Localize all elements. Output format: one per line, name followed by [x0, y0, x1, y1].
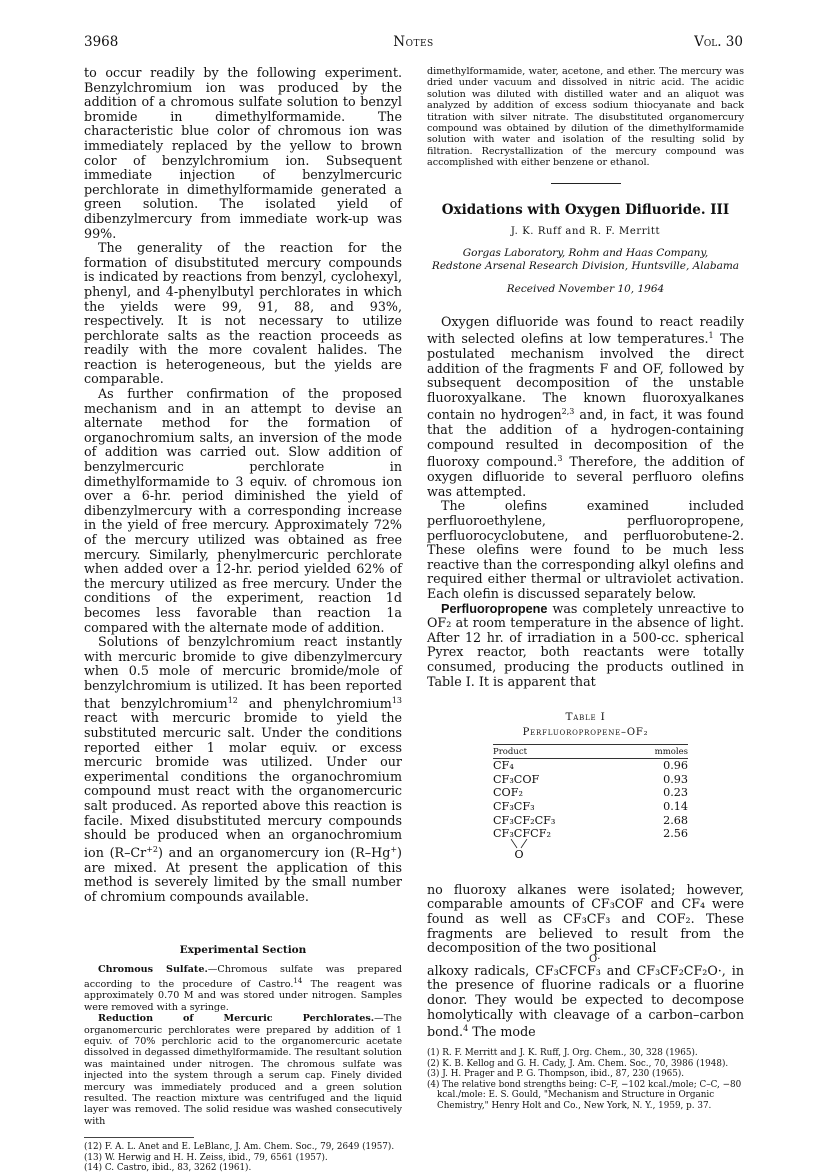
- table-row: CF₃CFCF₂ 2.56: [493, 827, 688, 841]
- left-column: [84, 66, 402, 1174]
- experimental-paragraph: Chromous Sulfate.—Chromous sulfate was prepared according to the procedure of Castro.$^{14}$ The reagent was approximately 0.70 M and was stored under nitrogen. Samples were removed with a syringe.: [84, 964, 402, 1013]
- table-row: CF₄ 0.96: [493, 759, 688, 773]
- running-header: [84, 34, 743, 52]
- section-heading: Experimental Section: [179, 944, 307, 957]
- footnote: (2) K. B. Kellog and G. H. Cady, J. Am. Chem. Soc., 70, 3986 (1948).: [427, 1058, 729, 1069]
- footnotes: [427, 1048, 744, 1112]
- footnote: (12) F. A. L. Anet and E. LeBlanc, J. Am. Chem. Soc., 79, 2649 (1957).: [84, 1142, 395, 1153]
- paragraph: Oxygen difluoride was found to react readily with selected olefins at low temperatures.$^1$ The postulated mechanism involved the direct addition of the fragments F and OF, followed by subsequent decomposition of the unstable fluoroxyalkane. The known fluoroxyalkanes contain no hydrogen$^{2,3}$ and, in fact, it was found that the addition of a hydrogen-containing compound resulted in decomposition of the fluoroxy compound.$^3$ Therefore, the addition of oxygen difluoride to several perfluoro olefins was attempted.: [427, 313, 744, 499]
- footnote: (1) R. F. Merritt and J. K. Ruff, J. Org. Chem., 30, 328 (1965).: [427, 1047, 698, 1058]
- paragraph: Perfluoropropene was completely unreactive to OF₂ at room temperature in the absence of light. After 12 hr. of irradiation in a 500-cc. spherical Pyrex reactor, both reactants were totally consumed, producing the products outlined in Table I. It is apparent that: [427, 600, 744, 689]
- products-table: [493, 744, 688, 863]
- epoxide-bond-lines: [493, 839, 553, 861]
- table-row: [493, 841, 688, 863]
- paragraph: As further confirmation of the proposed mechanism and in an attempt to devise an alternate method for the formation of organochromium salts, an inversion of the mode of addition was carried out. Slow addition of benzylmercuric perchlorate in dimethylformamide to 3 equiv. of chromous ion over a 6-hr. period diminished the yield of dibenzylmercury with a corresponding increase in the yield of free mercury. Approximately 72% of the mercury utilized was obtained as free mercury. Similarly, phenylmercuric perchlorate when added over a 12-hr. period yielded 62% of the mercury utilized as free mercury. Under the conditions of the experiment, reaction 1d becomes less favorable than reaction 1a compared with the alternate mode of addition.: [84, 386, 402, 635]
- table-row: COF₂ 0.23: [493, 786, 688, 800]
- article-title: Oxidations with Oxygen Difluoride. III: [441, 201, 730, 218]
- volume-label: Vol. 30: [694, 34, 743, 50]
- footnote: (14) C. Castro, ibid., 83, 3262 (1961).: [84, 1163, 252, 1174]
- paragraph: alkoxy radicals, CF₃CFCF₃ and CF₃CF₂CF₂O·, in the presence of fluorine radicals or a fluorine donor. They would be expected to decompose homolytically with cleavage of a carbon–carbon bond.$^4$ The mode: [427, 962, 744, 1040]
- paragraph: to occur readily by the following experiment. Benzylchromium ion was produced by the addition of a chromous sulfate solution to benzyl bromide in dimethylformamide. The characteristic blue color of chromous ion was immediately replaced by the yellow to brown color of benzylchromium ion. Subsequent immediate injection of benzylmercuric perchlorate in dimethylformamide generated a green solution. The isolated yield of dibenzylmercury from immediate work-up was 99%.: [84, 65, 402, 241]
- footnote: (3) J. H. Prager and P. G. Thompson, ibid., 87, 230 (1965).: [427, 1069, 685, 1080]
- paragraph: The olefins examined included perfluoroethylene, perfluoropropene, perfluorocyclobutene, and perfluorobutene-2. These olefins were found to be much less reactive than the corresponding alkyl olefins and required either thermal or ultraviolet activation. Each olefin is discussed separately below.: [427, 498, 744, 602]
- right-column: [427, 66, 744, 1112]
- affiliation: Gorgas Laboratory, Rohm and Haas Company, Redstone Arsenal Research Division, Huntsville, Alabama: [431, 246, 740, 272]
- column-header-product: Product: [493, 745, 598, 759]
- experimental-continuation: dimethylformamide, water, acetone, and ether. The mercury was dried under vacuum and dissolved in nitric acid. The acidic solution was diluted with distilled water and an aliquot was analyzed by addition of excess sodium thiocyanate and back titration with silver nitrate. The disubstituted organomercury compound was obtained by dilution of the dimethylformamide solution with water and isolation of the resulting solid by filtration. Recrystallization of the mercury compound was accomplished with either benzene or ethanol.: [427, 66, 744, 169]
- table-row: CF₃CF₃ 0.14: [493, 799, 688, 813]
- table-row: CF₃CF₂CF₃ 2.68: [493, 813, 688, 827]
- table-subtitle: Perfluoropropene–OF₂: [522, 727, 649, 739]
- paragraph: Solutions of benzylchromium react instantly with mercuric bromide to give dibenzylmercury when 0.5 mole of mercuric bromide/mole of benzylchromium is utilized. It has been reported that benzylchromium$^{12}$ and phenylchromium$^{13}$ react with mercuric bromide to yield the substituted mercuric salt. Under the conditions reported either 1 molar equiv. or excess mercuric bromide was utilized. Under our experimental conditions the organochromium compound must react with the organomercuric salt produced. As reported above this reaction is facile. Mixed disubstituted mercury compounds should be produced when an organochromium ion $(R-Cr^{+2})$ and an organomercury ion (R–Hg+) are mixed. At present the application of this method is severely limited by the small number of chromium compounds available.: [84, 634, 402, 904]
- radical-oxygen-label: O·: [589, 953, 601, 965]
- table-row: CF₃COF 0.93: [493, 772, 688, 786]
- page-number: 3968: [84, 34, 119, 50]
- column-header-mmoles: mmoles: [598, 745, 688, 759]
- table-header-row: [493, 745, 688, 759]
- table-title: Table I: [565, 711, 606, 724]
- paragraph: no fluoroxy alkanes were isolated; however, comparable amounts of CF₃COF and CF₄ were found as well as CF₃CF₃ and COF₂. These fragments are believed to result from the decomposition of the two positional: [427, 881, 744, 956]
- epoxide-oxygen: O: [514, 847, 524, 861]
- epoxide-bridge: [493, 841, 598, 863]
- received-date: Received November 10, 1964: [506, 282, 665, 295]
- article-authors: J. K. Ruff and R. F. Merritt: [510, 225, 661, 237]
- footnote: (4) The relative bond strengths being: C–F, −102 kcal./mole; C–C, −80 kcal./mole: E. S. Gould, "Mechanism and Structure in Organic Chemistry," Henry Holt and Co., New York, N. Y., 1959, p. 37.: [427, 1079, 742, 1111]
- experimental-paragraph: Reduction of Mercuric Perchlorates.—The organomercuric perchlorates were prepared by addition of 1 equiv. of 70% perchloric acid to the organomercuric acetate dissolved in degassed dimethylformamide. The resultant solution was maintained under nitrogen. The chromous sulfate was injected into the system through a serum cap. Finely divided mercury was immediately produced and a green solution resulted. The reaction mixture was centrifuged and the liquid layer was removed. The solid residue was washed consecutively with: [84, 1013, 402, 1127]
- footnote: (13) W. Herwig and H. H. Zeiss, ibid., 79, 6561 (1957).: [84, 1152, 328, 1163]
- article-divider: [551, 183, 621, 184]
- paragraph: The generality of the reaction for the formation of disubstituted mercury compounds is indicated by reactions from benzyl, cyclohexyl, phenyl, and 4-phenylbutyl perchlorates in which the yields were 99, 91, 88, and 93%, respectively. It is not necessary to utilize perchlorate salts as the reaction proceeds as readily with the more covalent halides. The reaction is heterogeneous, but the yields are comparable.: [84, 240, 402, 387]
- section-name: Notes: [393, 34, 434, 50]
- footnotes: [84, 1142, 402, 1174]
- footnote-divider: [84, 1137, 194, 1138]
